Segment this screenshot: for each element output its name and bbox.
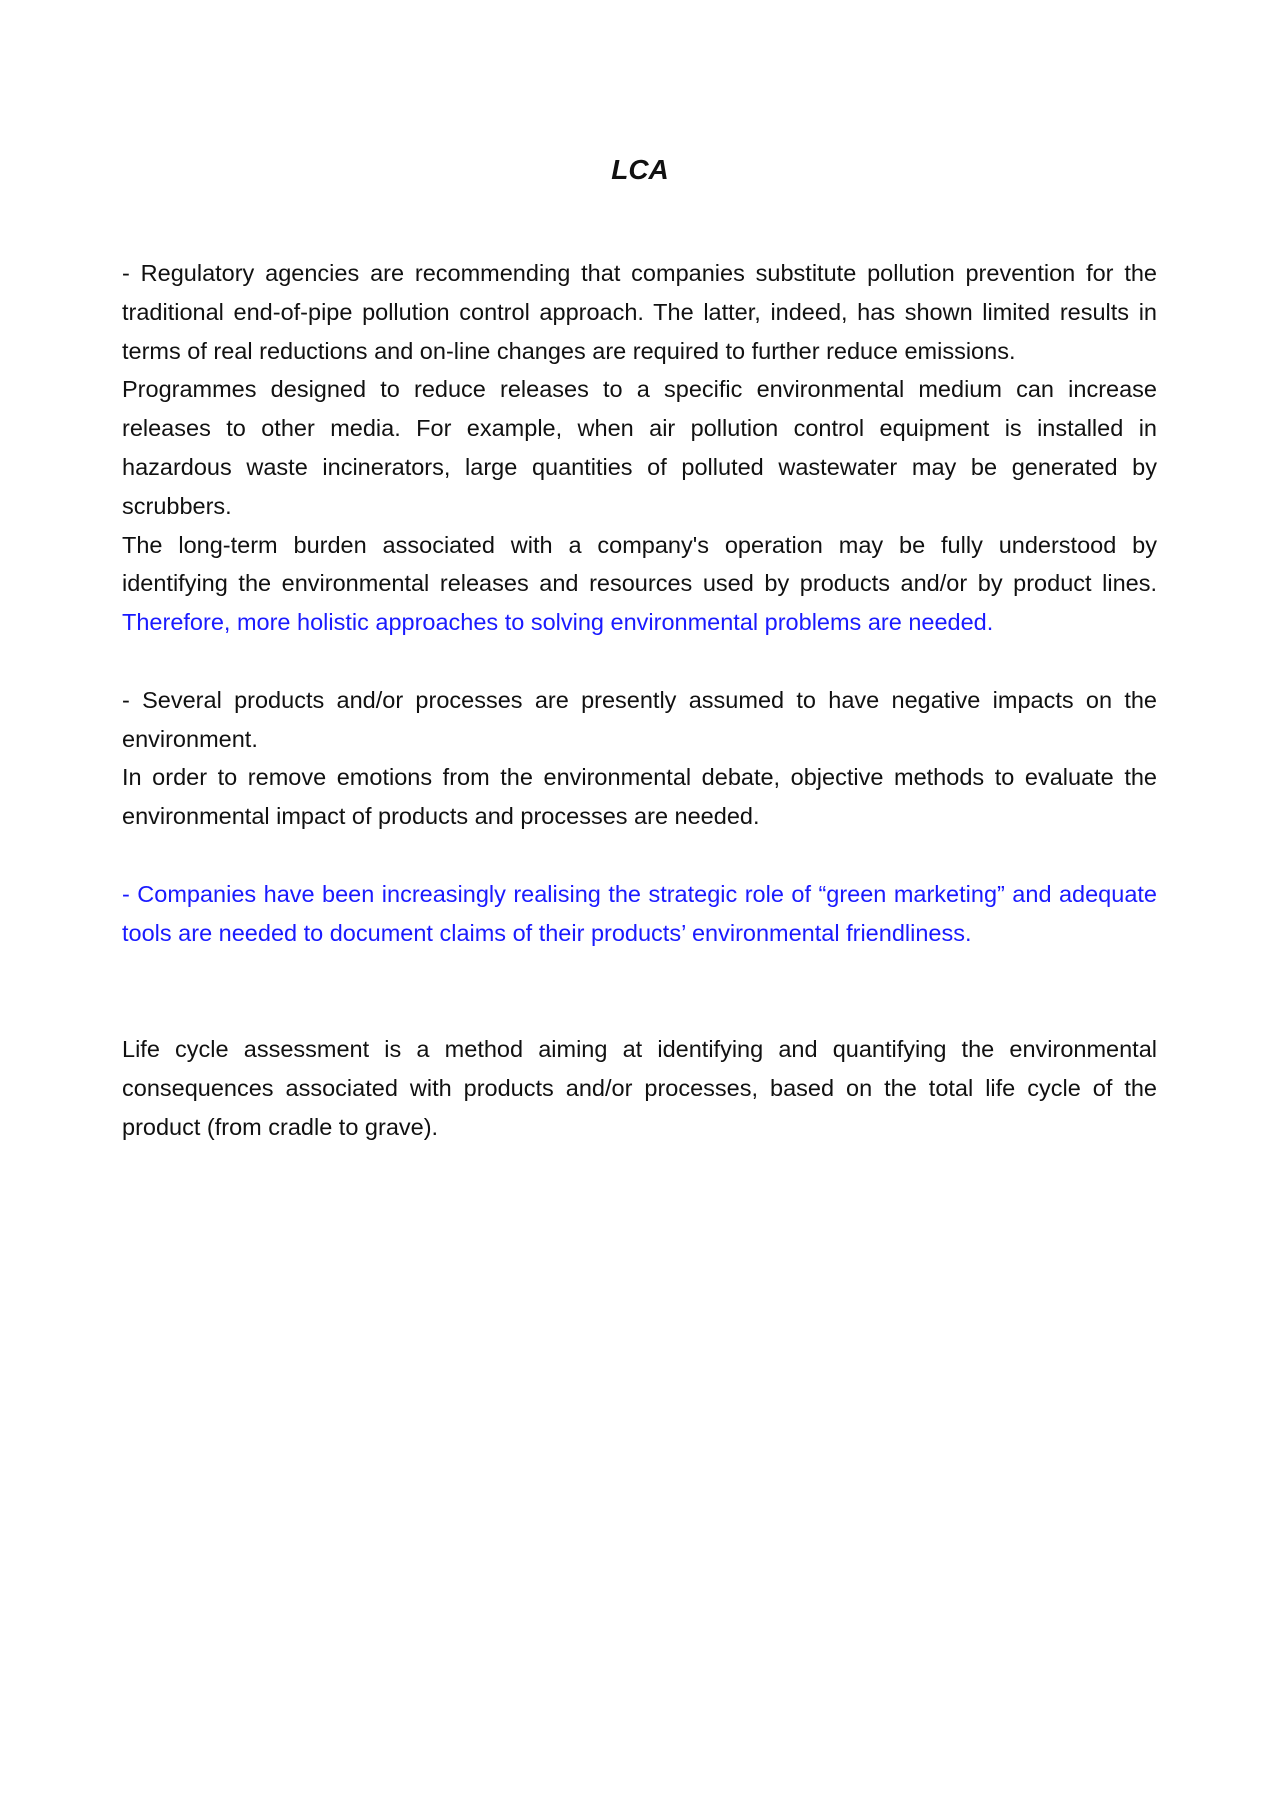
page-title: LCA — [611, 154, 669, 185]
document-body — [122, 254, 1157, 1146]
paragraph-spacer — [122, 836, 1157, 875]
highlighted-holistic-approaches: Therefore, more holistic approaches to solving environmental problems are needed. — [122, 609, 994, 636]
paragraph-spacer — [122, 642, 1157, 681]
paragraph-long-term-burden-text: The long-term burden associated with a company's operation may be fully understood by identifying the environmental releases and resources used by products and/or by product lines. — [122, 531, 1157, 597]
paragraph-objective-methods: In order to remove emotions from the environmental debate, objective methods to evaluate the environmental impact of products and processes are needed. — [122, 764, 1157, 830]
paragraph-regulatory: - Regulatory agencies are recommending that companies substitute pollution prevention for the traditional end-of-pipe pollution control approach. The latter, indeed, has shown limited results in terms of real reductions and on-line changes are required to further reduce emissions. — [122, 260, 1157, 364]
paragraph-green-marketing: - Companies have been increasingly realising the strategic role of “green marketing” and adequate tools are needed to document claims of their products’ environmental friendliness. — [122, 880, 1157, 946]
paragraph-spacer — [122, 952, 1157, 1030]
paragraph-programmes: Programmes designed to reduce releases to a specific environmental medium can increase releases to other media. For example, when air pollution control equipment is installed in hazardous waste incinerators, large quantities of polluted wastewater may be generated by scrubbers. — [122, 376, 1157, 519]
paragraph-lca-definition: Life cycle assessment is a method aiming at identifying and quantifying the environmental consequences associated with products and/or processes, based on the total life cycle of the product (from cradle to grave). — [122, 1035, 1157, 1140]
paragraph-long-term-burden — [122, 526, 1157, 642]
paragraph-negative-impacts: - Several products and/or processes are presently assumed to have negative impacts on the environment. — [122, 686, 1157, 752]
